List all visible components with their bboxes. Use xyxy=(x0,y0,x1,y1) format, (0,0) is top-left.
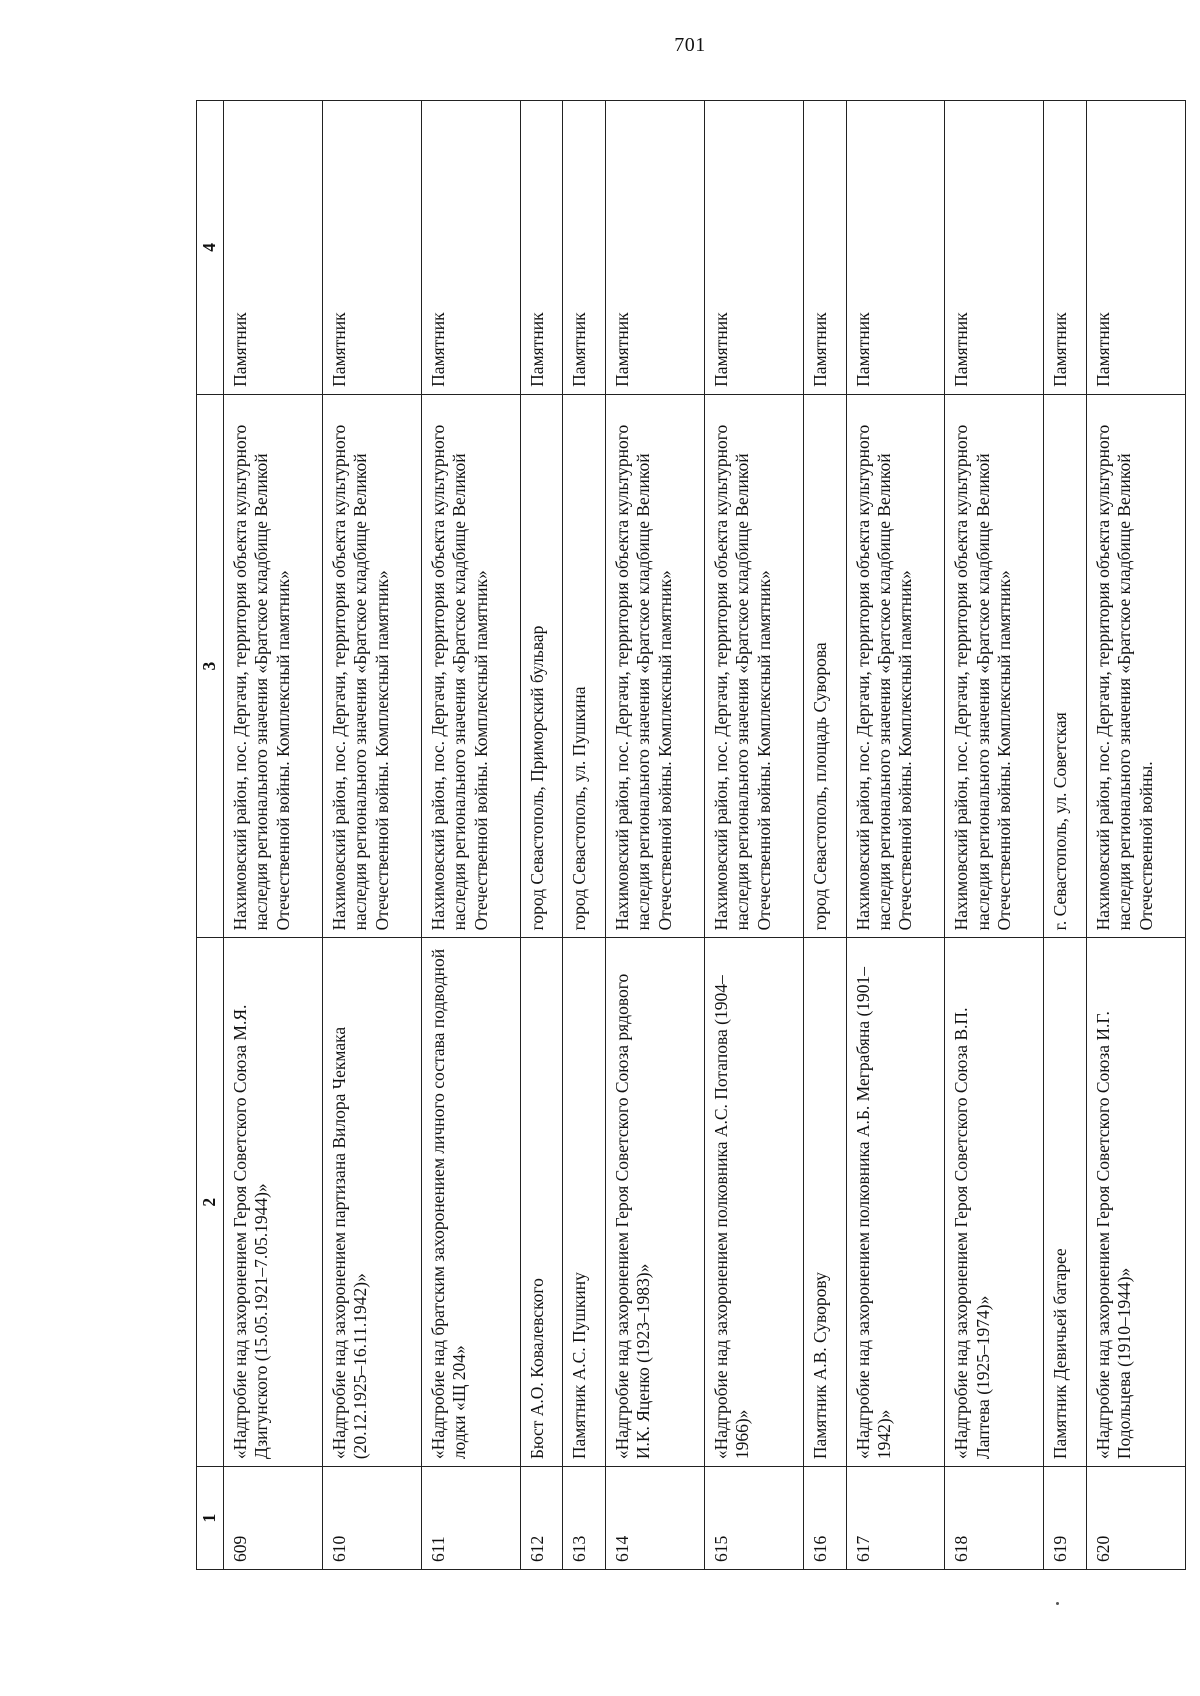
row-location: Нахимовский район, пос. Дергачи, территория объекта культурного наследия регионального значения «Братское кладбище Великой Отечественной войны. Комплексный памятник» xyxy=(224,394,323,938)
row-number: 616 xyxy=(803,1467,846,1570)
rotated-table-container xyxy=(196,100,1186,1570)
row-name: «Надгробие над захоронением полковника А.С. Потапова (1904–1966)» xyxy=(704,938,803,1467)
row-type: Памятник xyxy=(846,101,945,395)
row-location: Нахимовский район, пос. Дергачи, территория объекта культурного наследия регионального значения «Братское кладбище Великой Отечественной войны. Комплексный памятник» xyxy=(945,394,1044,938)
row-location: город Севастополь, ул. Пушкина xyxy=(563,394,606,938)
row-number: 618 xyxy=(945,1467,1044,1570)
row-number: 610 xyxy=(322,1467,421,1570)
header-col-2: 2 xyxy=(197,938,224,1467)
table-row xyxy=(563,101,606,1570)
row-type: Памятник xyxy=(945,101,1044,395)
row-type: Памятник xyxy=(421,101,520,395)
row-number: 617 xyxy=(846,1467,945,1570)
row-name: «Надгробие над захоронением Героя Советского Союза рядового И.К. Яценко (1923–1983)» xyxy=(606,938,705,1467)
row-name: Памятник А.С. Пушкину xyxy=(563,938,606,1467)
row-location: Нахимовский район, пос. Дергачи, территория объекта культурного наследия регионального значения «Братское кладбище Великой Отечественной войны. Комплексный памятник» xyxy=(704,394,803,938)
row-number: 609 xyxy=(224,1467,323,1570)
row-location: г. Севастополь, ул. Советская xyxy=(1044,394,1087,938)
row-name: Памятник Девичьей батарее xyxy=(1044,938,1087,1467)
row-name: «Надгробие над захоронением партизана Вилора Чекмака (20.12.1925–16.11.1942)» xyxy=(322,938,421,1467)
row-number: 613 xyxy=(563,1467,606,1570)
row-number: 619 xyxy=(1044,1467,1087,1570)
row-location: Нахимовский район, пос. Дергачи, территория объекта культурного наследия регионального значения «Братское кладбище Великой Отечественной войны. Комплексный памятник» xyxy=(606,394,705,938)
row-type: Памятник xyxy=(224,101,323,395)
row-type: Памятник xyxy=(803,101,846,395)
table-row xyxy=(803,101,846,1570)
row-name: «Надгробие над захоронением Героя Советского Союза В.П. Лаптева (1925–1974)» xyxy=(945,938,1044,1467)
row-type: Памятник xyxy=(1044,101,1087,395)
row-name: Бюст А.О. Ковалевского xyxy=(520,938,563,1467)
table-row xyxy=(1044,101,1087,1570)
row-type: Памятник xyxy=(520,101,563,395)
row-location: город Севастополь, площадь Суворова xyxy=(803,394,846,938)
table-row xyxy=(945,101,1044,1570)
table-header xyxy=(197,101,224,1570)
header-col-1: 1 xyxy=(197,1467,224,1570)
row-location: город Севастополь, Приморский бульвар xyxy=(520,394,563,938)
row-number: 614 xyxy=(606,1467,705,1570)
page-number: 701 xyxy=(674,34,706,56)
row-type: Памятник xyxy=(563,101,606,395)
table-body xyxy=(224,101,1186,1570)
row-name: «Надгробие над захоронением Героя Советского Союза М.Я. Дзигунского (15.05.1921–7.05.1944)» xyxy=(224,938,323,1467)
header-col-3: 3 xyxy=(197,394,224,938)
row-number: 620 xyxy=(1087,1467,1186,1570)
row-type: Памятник xyxy=(1087,101,1186,395)
row-number: 611 xyxy=(421,1467,520,1570)
table-row xyxy=(606,101,705,1570)
table-row xyxy=(1087,101,1186,1570)
row-type: Памятник xyxy=(322,101,421,395)
row-type: Памятник xyxy=(704,101,803,395)
row-location: Нахимовский район, пос. Дергачи, территория объекта культурного наследия регионального значения «Братское кладбище Великой Отечественной войны. Комплексный памятник» xyxy=(322,394,421,938)
row-name: «Надгробие над захоронением полковника А.Б. Меграбяна (1901–1942)» xyxy=(846,938,945,1467)
table-row xyxy=(421,101,520,1570)
table-row xyxy=(846,101,945,1570)
header-row xyxy=(197,101,224,1570)
table-row xyxy=(520,101,563,1570)
monuments-table xyxy=(196,100,1186,1570)
scan-speck xyxy=(1056,1602,1059,1605)
row-number: 615 xyxy=(704,1467,803,1570)
row-location: Нахимовский район, пос. Дергачи, территория объекта культурного наследия регионального значения «Братское кладбище Великой Отечественной войны. Комплексный памятник» xyxy=(421,394,520,938)
header-col-4: 4 xyxy=(197,101,224,395)
row-location: Нахимовский район, пос. Дергачи, территория объекта культурного наследия регионального значения «Братское кладбище Великой Отечественной войны. Комплексный памятник» xyxy=(846,394,945,938)
row-name: «Надгробие над братским захоронением личного состава подводной лодки «Щ 204» xyxy=(421,938,520,1467)
table-row xyxy=(704,101,803,1570)
row-name: Памятник А.В. Суворову xyxy=(803,938,846,1467)
row-location: Нахимовский район, пос. Дергачи, территория объекта культурного наследия регионального значения «Братское кладбище Великой Отечественной войны. xyxy=(1087,394,1186,938)
row-number: 612 xyxy=(520,1467,563,1570)
row-name: «Надгробие над захоронением Героя Советского Союза И.Г. Подольцева (1910–1944)» xyxy=(1087,938,1186,1467)
table-row xyxy=(224,101,323,1570)
row-type: Памятник xyxy=(606,101,705,395)
table-row xyxy=(322,101,421,1570)
